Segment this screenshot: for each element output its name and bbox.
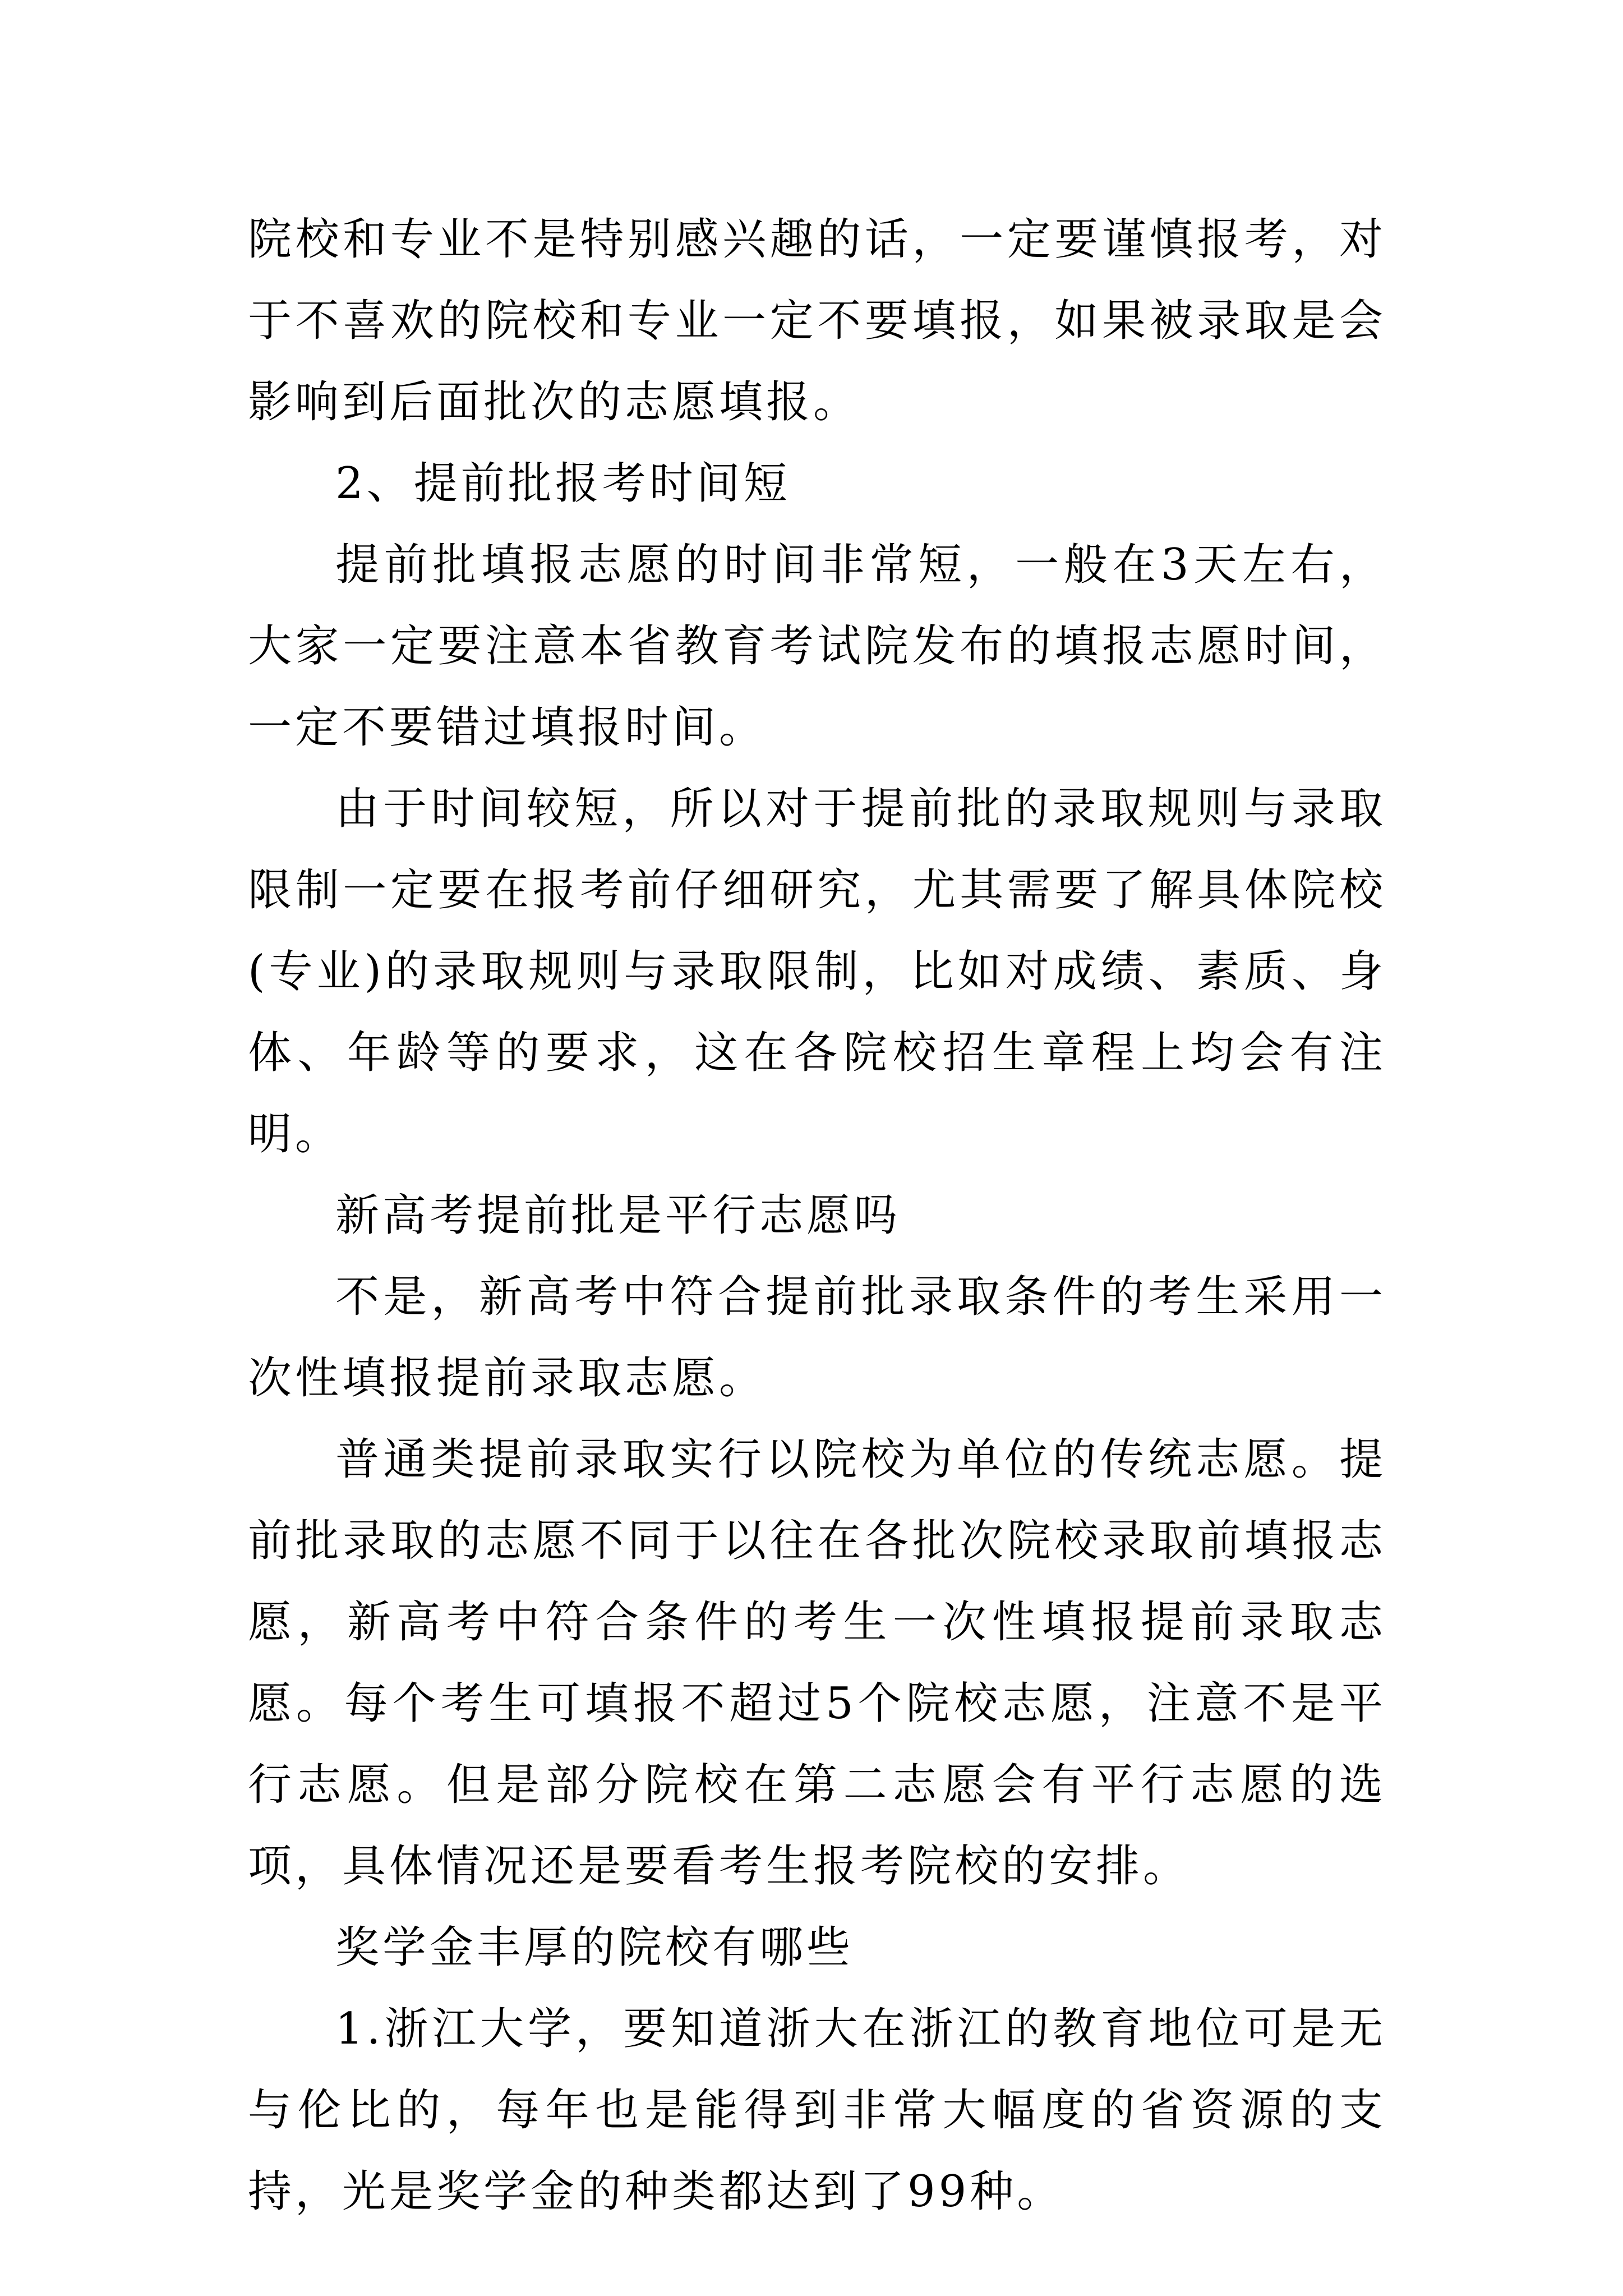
section-heading-parallel-choice: 新高考提前批是平行志愿吗: [335, 1190, 901, 1241]
section-heading-scholarship-schools: 奖学金丰厚的院校有哪些: [335, 1922, 854, 1973]
paragraph-continuation: 院校和专业不是特别感兴趣的话，一定要谨慎报考，对于不喜欢的院校和专业一定不要填报，如果被录取是会影响到后面批次的志愿填报。: [248, 214, 1386, 427]
section-heading-application-time: 2、提前批报考时间短: [335, 458, 791, 509]
paragraph-application-duration: 提前批填报志愿的时间非常短，一般在3天左右，大家一定要注意本省教育考试院发布的填报志愿时间，一定不要错过填报时间。: [248, 540, 1386, 753]
paragraph-traditional-choice: 普通类提前录取实行以院校为单位的传统志愿。提前批录取的志愿不同于以往在各批次院校录取前填报志愿，新高考中符合条件的考生一次性填报提前录取志愿。每个考生可填报不超过5个院校志愿，注意不是平行志愿。但是部分院校在第二志愿会有平行志愿的选项，具体情况还是要看考生报考院校的安排。: [248, 1434, 1386, 1892]
paragraph-parallel-choice-answer: 不是，新高考中符合提前批录取条件的考生采用一次性填报提前录取志愿。: [248, 1272, 1386, 1404]
paragraph-admission-rules: 由于时间较短，所以对于提前批的录取规则与录取限制一定要在报考前仔细研究，尤其需要了解具体院校(专业)的录取规则与录取限制，比如对成绩、素质、身体、年龄等的要求，这在各院校招生章程上均会有注明。: [248, 784, 1386, 1159]
paragraph-zhejiang-university: 1.浙江大学，要知道浙大在浙江的教育地位可是无与伦比的，每年也是能得到非常大幅度的省资源的支持，光是奖学金的种类都达到了99种。: [248, 2004, 1386, 2217]
document-body: [248, 199, 1386, 2233]
